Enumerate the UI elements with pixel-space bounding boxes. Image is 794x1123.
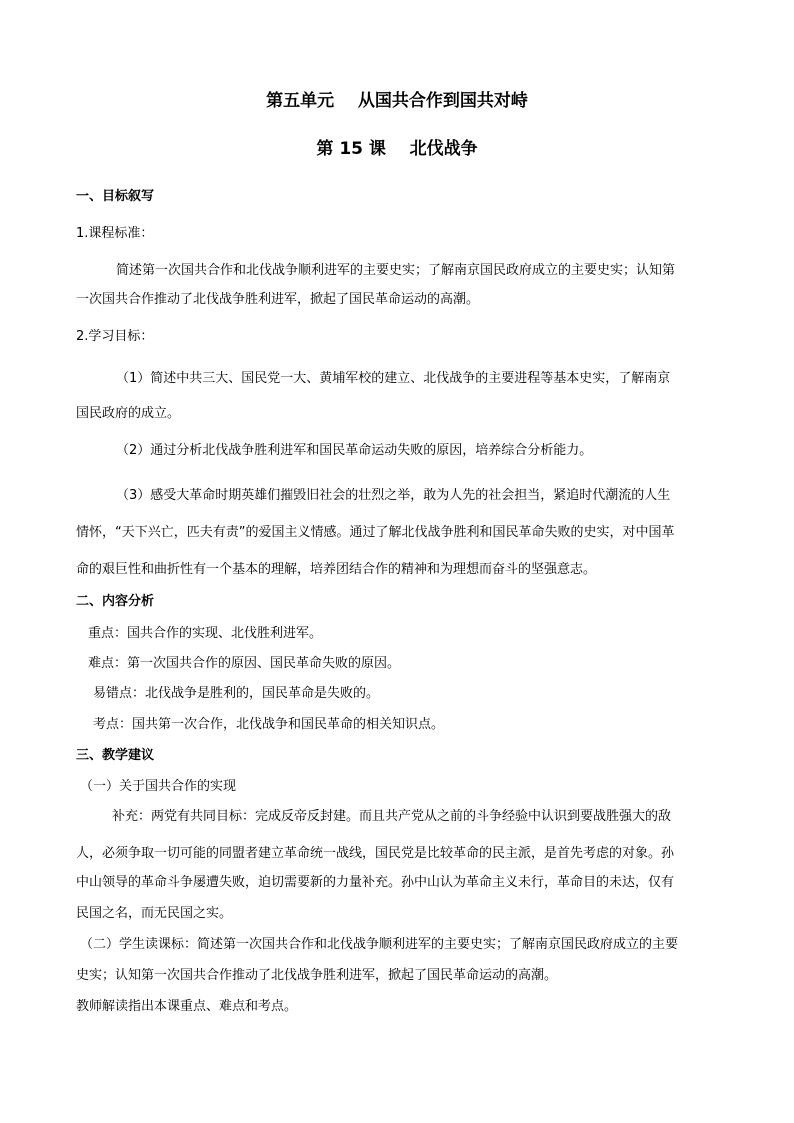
student-curriculum-line-1: （二）学生读课标：简述第一次国共合作和北伐战争顺利进军的主要史实；了解南京国民政府成立的主要 [80,937,679,952]
curriculum-label: 1.课程标准： [76,226,154,241]
difficult-points: 难点：第一次国共合作的原因、国民革命失败的原因。 [88,656,401,671]
lesson-title: 第 15 课 北伐战争 [316,139,478,159]
objective-2: （2）通过分析北伐战争胜利进军和国民革命运动失败的原因，培养综合分析能力。 [116,443,593,458]
section-heading-teaching-suggestions: 三、教学建议 [76,748,155,763]
teacher-note: 教师解读指出本课重点、难点和考点。 [76,999,298,1014]
section-heading-objectives: 一、目标叙写 [76,189,155,204]
objective-3-line-3: 命的艰巨性和曲折性有一个基本的理解，培养团结合作的精神和为理想而奋斗的坚强意志。 [76,562,597,577]
curriculum-text-line-1: 简述第一次国共合作和北伐战争顺利进军的主要史实；了解南京国民政府成立的主要史实；认知第 [116,263,676,278]
supplement-line-4: 民国之名，而无民国之实。 [76,906,233,921]
objective-1-line-2: 国民政府的成立。 [76,406,181,421]
curriculum-text-line-2: 一次国共合作推动了北伐战争胜利进军，掀起了国民革命运动的高潮。 [76,292,480,307]
student-curriculum-line-2: 史实；认知第一次国共合作推动了北伐战争胜利进军，掀起了国民革命运动的高潮。 [76,968,558,983]
objective-3-line-1: （3）感受大革命时期英雄们摧毁旧社会的壮烈之举，敢为人先的社会担当，紧追时代潮流的人生 [116,488,671,503]
supplement-line-2: 人，必须争取一切可能的同盟者建立革命统一战线，国民党是比较革命的民主派，是首先考虑的对象。孙 [76,846,675,861]
key-points: 重点：国共合作的实现、北伐胜利进军。 [88,626,323,641]
exam-points: 考点：国共第一次合作，北伐战争和国民革命的相关知识点。 [93,717,445,732]
objectives-label: 2.学习目标： [76,329,154,344]
subsection-1-heading: （一）关于国共合作的实现 [80,779,237,794]
objective-1-line-1: （1）简述中共三大、国民党一大、黄埔军校的建立、北伐战争的主要进程等基本史实，了解南京 [116,371,671,386]
supplement-line-1: 补充：两党有共同目标：完成反帝反封建。而且共产党从之前的斗争经验中认识到要战胜强大的敌 [112,809,672,824]
objective-3-line-2: 情怀，“天下兴亡，匹夫有责”的爱国主义情感。通过了解北伐战争胜利和国民革命失败的史实，对中国革 [76,525,675,540]
section-heading-content-analysis: 二、内容分析 [76,594,155,609]
error-prone-points: 易错点：北伐战争是胜利的，国民革命是失败的。 [93,686,380,701]
supplement-line-3: 中山领导的革命斗争屡遭失败，迫切需要新的力量补充。孙中山认为革命主义未行，革命目的未达，仅有 [76,875,675,890]
unit-title: 第五单元 从国共合作到国共对峙 [266,91,528,111]
